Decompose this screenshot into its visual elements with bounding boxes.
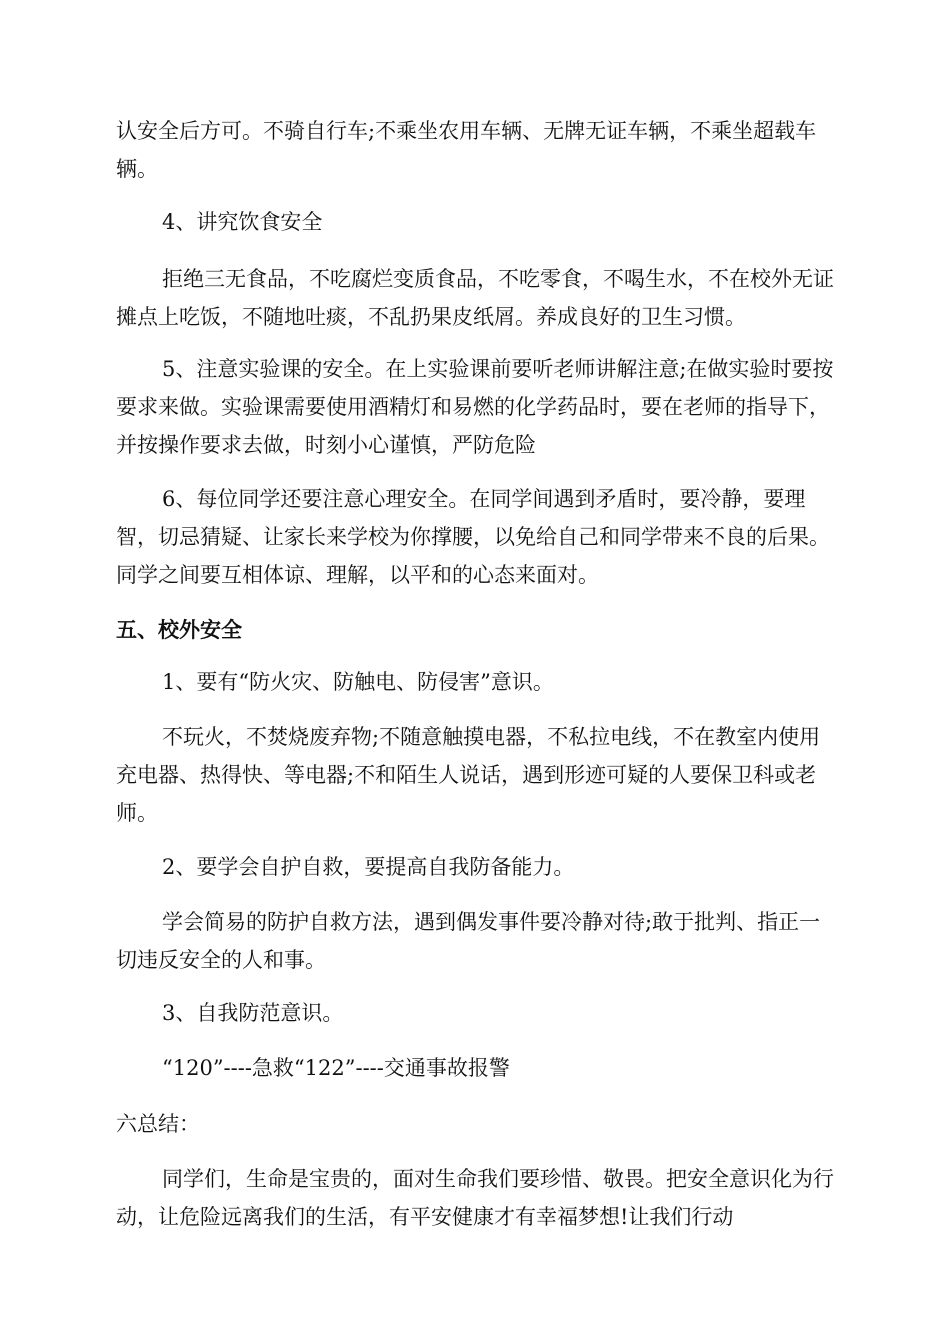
paragraph-lab-safety: 5、注意实验课的安全。在上实验课前要听老师讲解注意;在做实验时要按要求来做。实验课需要使用酒精灯和易燃的化学药品时，要在老师的指导下，并按操作要求去做，时刻小心谨慎，严防危险 xyxy=(116,357,834,457)
item-self-rescue-heading: 2、要学会自护自救，要提高自我防备能力。 xyxy=(162,855,575,879)
section-heading-off-campus-safety: 五、校外安全 xyxy=(116,618,242,642)
item-awareness-heading: 1、要有“防火灾、防触电、防侵害”意识。 xyxy=(162,670,554,694)
paragraph-food-safety: 拒绝三无食品，不吃腐烂变质食品，不吃零食，不喝生水，不在校外无证摊点上吃饭，不随地吐痰，不乱扔果皮纸屑。养成良好的卫生习惯。 xyxy=(116,267,834,329)
paragraph-self-rescue: 学会简易的防护自救方法，遇到偶发事件要冷静对待;敢于批判、指正一切违反安全的人和事。 xyxy=(116,910,821,972)
paragraph-mental-safety: 6、每位同学还要注意心理安全。在同学间遇到矛盾时，要冷静，要理智，切忌猜疑、让家长来学校为你撑腰，以免给自己和同学带来不良的后果。同学之间要互相体谅、理解，以平和的心态来面对。 xyxy=(116,487,830,587)
paragraph-summary: 同学们，生命是宝贵的，面对生命我们要珍惜、敬畏。把安全意识化为行动，让危险远离我们的生活，有平安健康才有幸福梦想!让我们行动 xyxy=(116,1167,834,1229)
item-food-safety-heading: 4、讲究饮食安全 xyxy=(162,210,323,234)
paragraph-traffic-continued: 认安全后方可。不骑自行车;不乘坐农用车辆、无牌无证车辆，不乘坐超载车辆。 xyxy=(116,119,817,181)
item-self-defense-heading: 3、自我防范意识。 xyxy=(162,1001,344,1025)
emergency-numbers: “120”----急救“122”----交通事故报警 xyxy=(162,1056,510,1080)
paragraph-fire-electric: 不玩火，不焚烧废弃物;不随意触摸电器，不私拉电线，不在教室内使用充电器、热得快、等电器;不和陌生人说话，遇到形迹可疑的人要保卫科或老师。 xyxy=(116,725,821,825)
summary-heading: 六总结： xyxy=(116,1112,200,1136)
